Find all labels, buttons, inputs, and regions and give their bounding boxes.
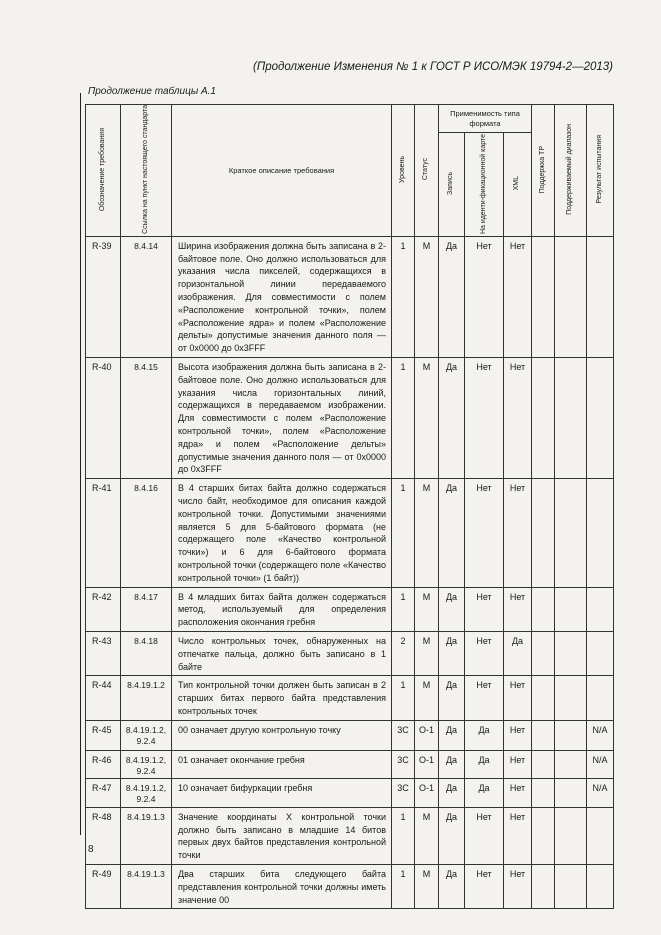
row-designation: R-45 — [86, 720, 121, 750]
row-status: М — [415, 236, 439, 357]
row-record: Да — [439, 236, 465, 357]
row-test-result — [587, 479, 614, 587]
row-status: М — [415, 587, 439, 631]
table-row — [86, 632, 614, 676]
row-designation: R-44 — [86, 676, 121, 720]
col-applicability: Применимость типа формата — [439, 105, 532, 133]
col-reference: Ссылка на пункт настоящего стандарта — [121, 105, 172, 237]
row-reference: 8.4.19.1.2 — [121, 676, 172, 720]
row-card: Да — [465, 750, 504, 778]
row-range-support — [555, 807, 587, 864]
row-status: М — [415, 479, 439, 587]
row-test-result — [587, 676, 614, 720]
change-bar — [80, 93, 81, 835]
row-xml: Нет — [504, 807, 532, 864]
row-level: 3С — [392, 720, 415, 750]
row-status: О-1 — [415, 750, 439, 778]
row-reference: 8.4.19.1.3 — [121, 807, 172, 864]
row-test-result — [587, 236, 614, 357]
row-status: М — [415, 358, 439, 479]
row-description: Тип контрольной точки должен быть записан в 2 старших битах первого байта представления контрольных точек — [172, 676, 392, 720]
table-row — [86, 236, 614, 357]
row-status: М — [415, 864, 439, 908]
row-designation: R-43 — [86, 632, 121, 676]
row-range-support — [555, 587, 587, 631]
row-description: 10 означает бифуркации гребня — [172, 778, 392, 807]
row-record: Да — [439, 479, 465, 587]
row-range-support — [555, 778, 587, 807]
row-designation: R-40 — [86, 358, 121, 479]
row-description: В 4 старших битах байта должно содержаться число байт, необходимое для описания каждой контрольной точки. Допустимыми значениями является 5 для 5-байтового формата (не содержащего поле «Качество контрольной точки») и 6 для 6-байтового формата контрольной точки (содержащего поле «Качество контрольной точки» (1 байт)) — [172, 479, 392, 587]
row-description: 01 означает окончание гребня — [172, 750, 392, 778]
row-designation: R-49 — [86, 864, 121, 908]
row-range-support — [555, 750, 587, 778]
row-range-support — [555, 632, 587, 676]
row-range-support — [555, 236, 587, 357]
row-card: Нет — [465, 479, 504, 587]
row-designation: R-46 — [86, 750, 121, 778]
row-range-support — [555, 720, 587, 750]
row-xml: Нет — [504, 750, 532, 778]
col-description: Краткое описание требования — [172, 105, 392, 237]
row-description: 00 означает другую контрольную точку — [172, 720, 392, 750]
row-range-support — [555, 864, 587, 908]
col-tp-support: Поддержка ТР — [532, 105, 555, 237]
row-test-result — [587, 864, 614, 908]
row-test-result — [587, 587, 614, 631]
row-test-result: N/A — [587, 778, 614, 807]
row-tp-support — [532, 807, 555, 864]
col-card: На иденти-фикационной карте — [465, 133, 504, 237]
row-reference: 8.4.17 — [121, 587, 172, 631]
row-tp-support — [532, 479, 555, 587]
col-test-result: Результат испытания — [587, 105, 614, 237]
row-tp-support — [532, 778, 555, 807]
row-reference: 8.4.19.1.2, 9.2.4 — [121, 720, 172, 750]
row-status: М — [415, 676, 439, 720]
row-test-result — [587, 632, 614, 676]
row-test-result: N/A — [587, 720, 614, 750]
row-card: Да — [465, 720, 504, 750]
row-reference: 8.4.18 — [121, 632, 172, 676]
table-row — [86, 676, 614, 720]
row-status: М — [415, 632, 439, 676]
row-reference: 8.4.14 — [121, 236, 172, 357]
row-range-support — [555, 479, 587, 587]
row-tp-support — [532, 750, 555, 778]
row-level: 3С — [392, 750, 415, 778]
row-level: 1 — [392, 807, 415, 864]
row-record: Да — [439, 720, 465, 750]
row-card: Нет — [465, 236, 504, 357]
row-level: 3С — [392, 778, 415, 807]
col-xml: XML — [504, 133, 532, 237]
table-row — [86, 479, 614, 587]
row-reference: 8.4.19.1.3 — [121, 864, 172, 908]
row-test-result: N/A — [587, 750, 614, 778]
row-description: Число контрольных точек, обнаруженных на отпечатке пальца, должно быть записано в 1 байте — [172, 632, 392, 676]
row-level: 2 — [392, 632, 415, 676]
row-xml: Да — [504, 632, 532, 676]
row-tp-support — [532, 720, 555, 750]
row-record: Да — [439, 807, 465, 864]
row-description: В 4 младших битах байта должен содержаться метод, используемый для определения расположения окончания гребня — [172, 587, 392, 631]
table-row — [86, 807, 614, 864]
row-card: Нет — [465, 632, 504, 676]
table-caption: Продолжение таблицы А.1 — [88, 86, 216, 97]
row-card: Нет — [465, 587, 504, 631]
row-status: М — [415, 807, 439, 864]
row-description: Два старших бита следующего байта представления контрольной точки должны иметь значение 00 — [172, 864, 392, 908]
page-header: (Продолжение Изменения № 1 к ГОСТ Р ИСО/МЭК 19794-2—2013) — [253, 61, 613, 73]
table-row — [86, 587, 614, 631]
row-record: Да — [439, 587, 465, 631]
row-xml: Нет — [504, 587, 532, 631]
row-description: Ширина изображения должна быть записана в 2-байтовое поле. Оно должно использоваться для указания числа пикселей, содержащихся в горизонтальной линии передаваемого изображения. Для совместимости с полем «Расположение контрольной точки», полем «Расположение ядра» и полем «Расположение дельты» допустимые значения данного поля — от 0x0000 до 0x3FFF — [172, 236, 392, 357]
row-test-result — [587, 358, 614, 479]
row-reference: 8.4.15 — [121, 358, 172, 479]
row-xml: Нет — [504, 358, 532, 479]
row-level: 1 — [392, 864, 415, 908]
row-description: Высота изображения должна быть записана в 2-байтовое поле. Оно должно использоваться для указания числа горизонтальных линий, содержащихся в передаваемом изображении. Для совместимости с полем «Расположение контрольной точки», полем «Расположение ядра» и полем «Расположение дельты» допустимые значения данного поля — от 0x0000 до 0x3FFF — [172, 358, 392, 479]
row-card: Нет — [465, 864, 504, 908]
row-card: Нет — [465, 676, 504, 720]
row-record: Да — [439, 632, 465, 676]
row-xml: Нет — [504, 864, 532, 908]
table-row — [86, 720, 614, 750]
row-reference: 8.4.19.1.2, 9.2.4 — [121, 750, 172, 778]
col-status: Статус — [415, 105, 439, 237]
row-reference: 8.4.19.1.2, 9.2.4 — [121, 778, 172, 807]
row-tp-support — [532, 864, 555, 908]
row-reference: 8.4.16 — [121, 479, 172, 587]
row-level: 1 — [392, 479, 415, 587]
row-tp-support — [532, 632, 555, 676]
row-status: О-1 — [415, 720, 439, 750]
row-description: Значение координаты X контрольной точки должно быть записано в младшие 14 битов первых двух байтов представления контрольной точки — [172, 807, 392, 864]
row-card: Нет — [465, 807, 504, 864]
col-record: Запись — [439, 133, 465, 237]
col-range-support: Поддерживаемый диапазон — [555, 105, 587, 237]
row-test-result — [587, 807, 614, 864]
row-status: О-1 — [415, 778, 439, 807]
row-range-support — [555, 676, 587, 720]
row-designation: R-42 — [86, 587, 121, 631]
row-card: Нет — [465, 358, 504, 479]
row-xml: Нет — [504, 720, 532, 750]
row-level: 1 — [392, 358, 415, 479]
row-designation: R-39 — [86, 236, 121, 357]
col-designation: Обозначение требования — [86, 105, 121, 237]
row-xml: Нет — [504, 676, 532, 720]
table-row — [86, 358, 614, 479]
requirements-table — [85, 104, 614, 909]
row-designation: R-48 — [86, 807, 121, 864]
row-designation: R-41 — [86, 479, 121, 587]
table-row — [86, 778, 614, 807]
row-record: Да — [439, 358, 465, 479]
row-tp-support — [532, 236, 555, 357]
row-record: Да — [439, 778, 465, 807]
row-level: 1 — [392, 676, 415, 720]
col-level: Уровень — [392, 105, 415, 237]
row-tp-support — [532, 358, 555, 479]
row-xml: Нет — [504, 236, 532, 357]
row-card: Да — [465, 778, 504, 807]
row-record: Да — [439, 864, 465, 908]
page-number: 8 — [88, 844, 94, 855]
row-tp-support — [532, 587, 555, 631]
row-level: 1 — [392, 587, 415, 631]
row-xml: Нет — [504, 479, 532, 587]
row-tp-support — [532, 676, 555, 720]
row-record: Да — [439, 750, 465, 778]
row-xml: Нет — [504, 778, 532, 807]
table-row — [86, 864, 614, 908]
table-row — [86, 750, 614, 778]
row-designation: R-47 — [86, 778, 121, 807]
row-range-support — [555, 358, 587, 479]
row-record: Да — [439, 676, 465, 720]
row-level: 1 — [392, 236, 415, 357]
